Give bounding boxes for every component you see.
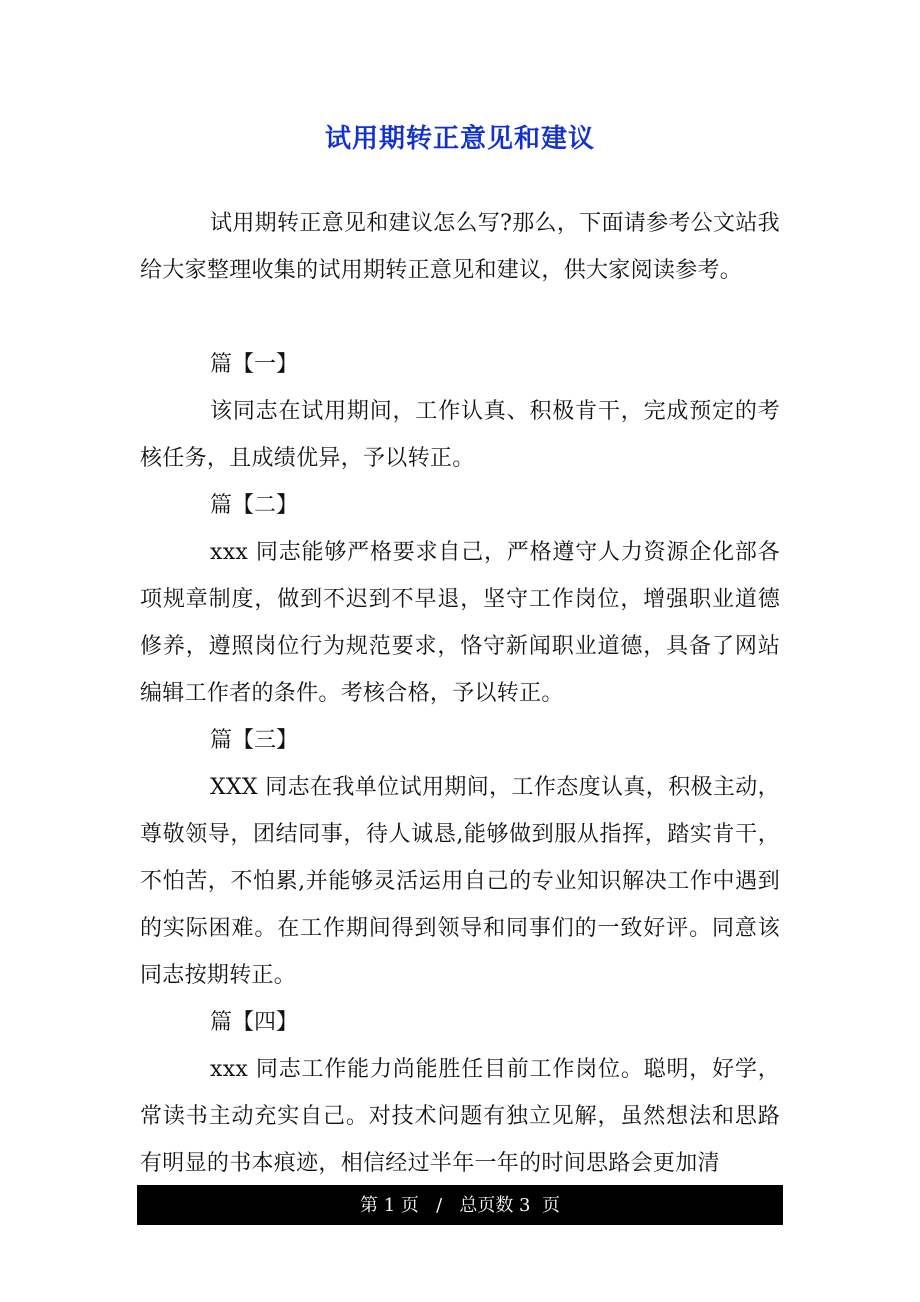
document-title: 试用期转正意见和建议	[324, 124, 595, 154]
document-body	[140, 200, 780, 1187]
section-body-3: XXX 同志在我单位试用期间，工作态度认真，积极主动，尊敬领导，团结同事，待人诚恳,能够做到服从指挥，踏实肯干，不怕苦，不怕累,并能够灵活运用自己的专业知识解决工作中遇到的实际困难。在工作期间得到领导和同事们的一致好评。同意该同志按期转正。	[140, 775, 780, 988]
section-heading-3: 篇【三】	[210, 728, 299, 753]
section-heading-1: 篇【一】	[210, 352, 299, 377]
section-body-4: xxx 同志工作能力尚能胜任目前工作岗位。聪明，好学，常读书主动充实自己。对技术问题有独立见解，虽然想法和思路有明显的书本痕迹，相信经过半年一年的时间思路会更加清	[140, 1057, 780, 1176]
intro-paragraph: 试用期转正意见和建议怎么写?那么，下面请参考公文站我给大家整理收集的试用期转正意见和建议，供大家阅读参考。	[140, 211, 780, 283]
section-body-1: 该同志在试用期间，工作认真、积极肯干，完成预定的考核任务，且成绩优异，予以转正。	[140, 399, 780, 471]
page-number: 第 1 页 / 总页数 3 页	[360, 1195, 560, 1216]
section-body-2: xxx 同志能够严格要求自己，严格遵守人力资源企化部各项规章制度，做到不迟到不早退，坚守工作岗位，增强职业道德修养，遵照岗位行为规范要求，恪守新闻职业道德，具备了网站编辑工作者的条件。考核合格，予以转正。	[140, 540, 780, 706]
section-heading-4: 篇【四】	[210, 1010, 299, 1035]
page-footer-bar	[137, 1185, 783, 1225]
section-heading-2: 篇【二】	[210, 493, 299, 518]
